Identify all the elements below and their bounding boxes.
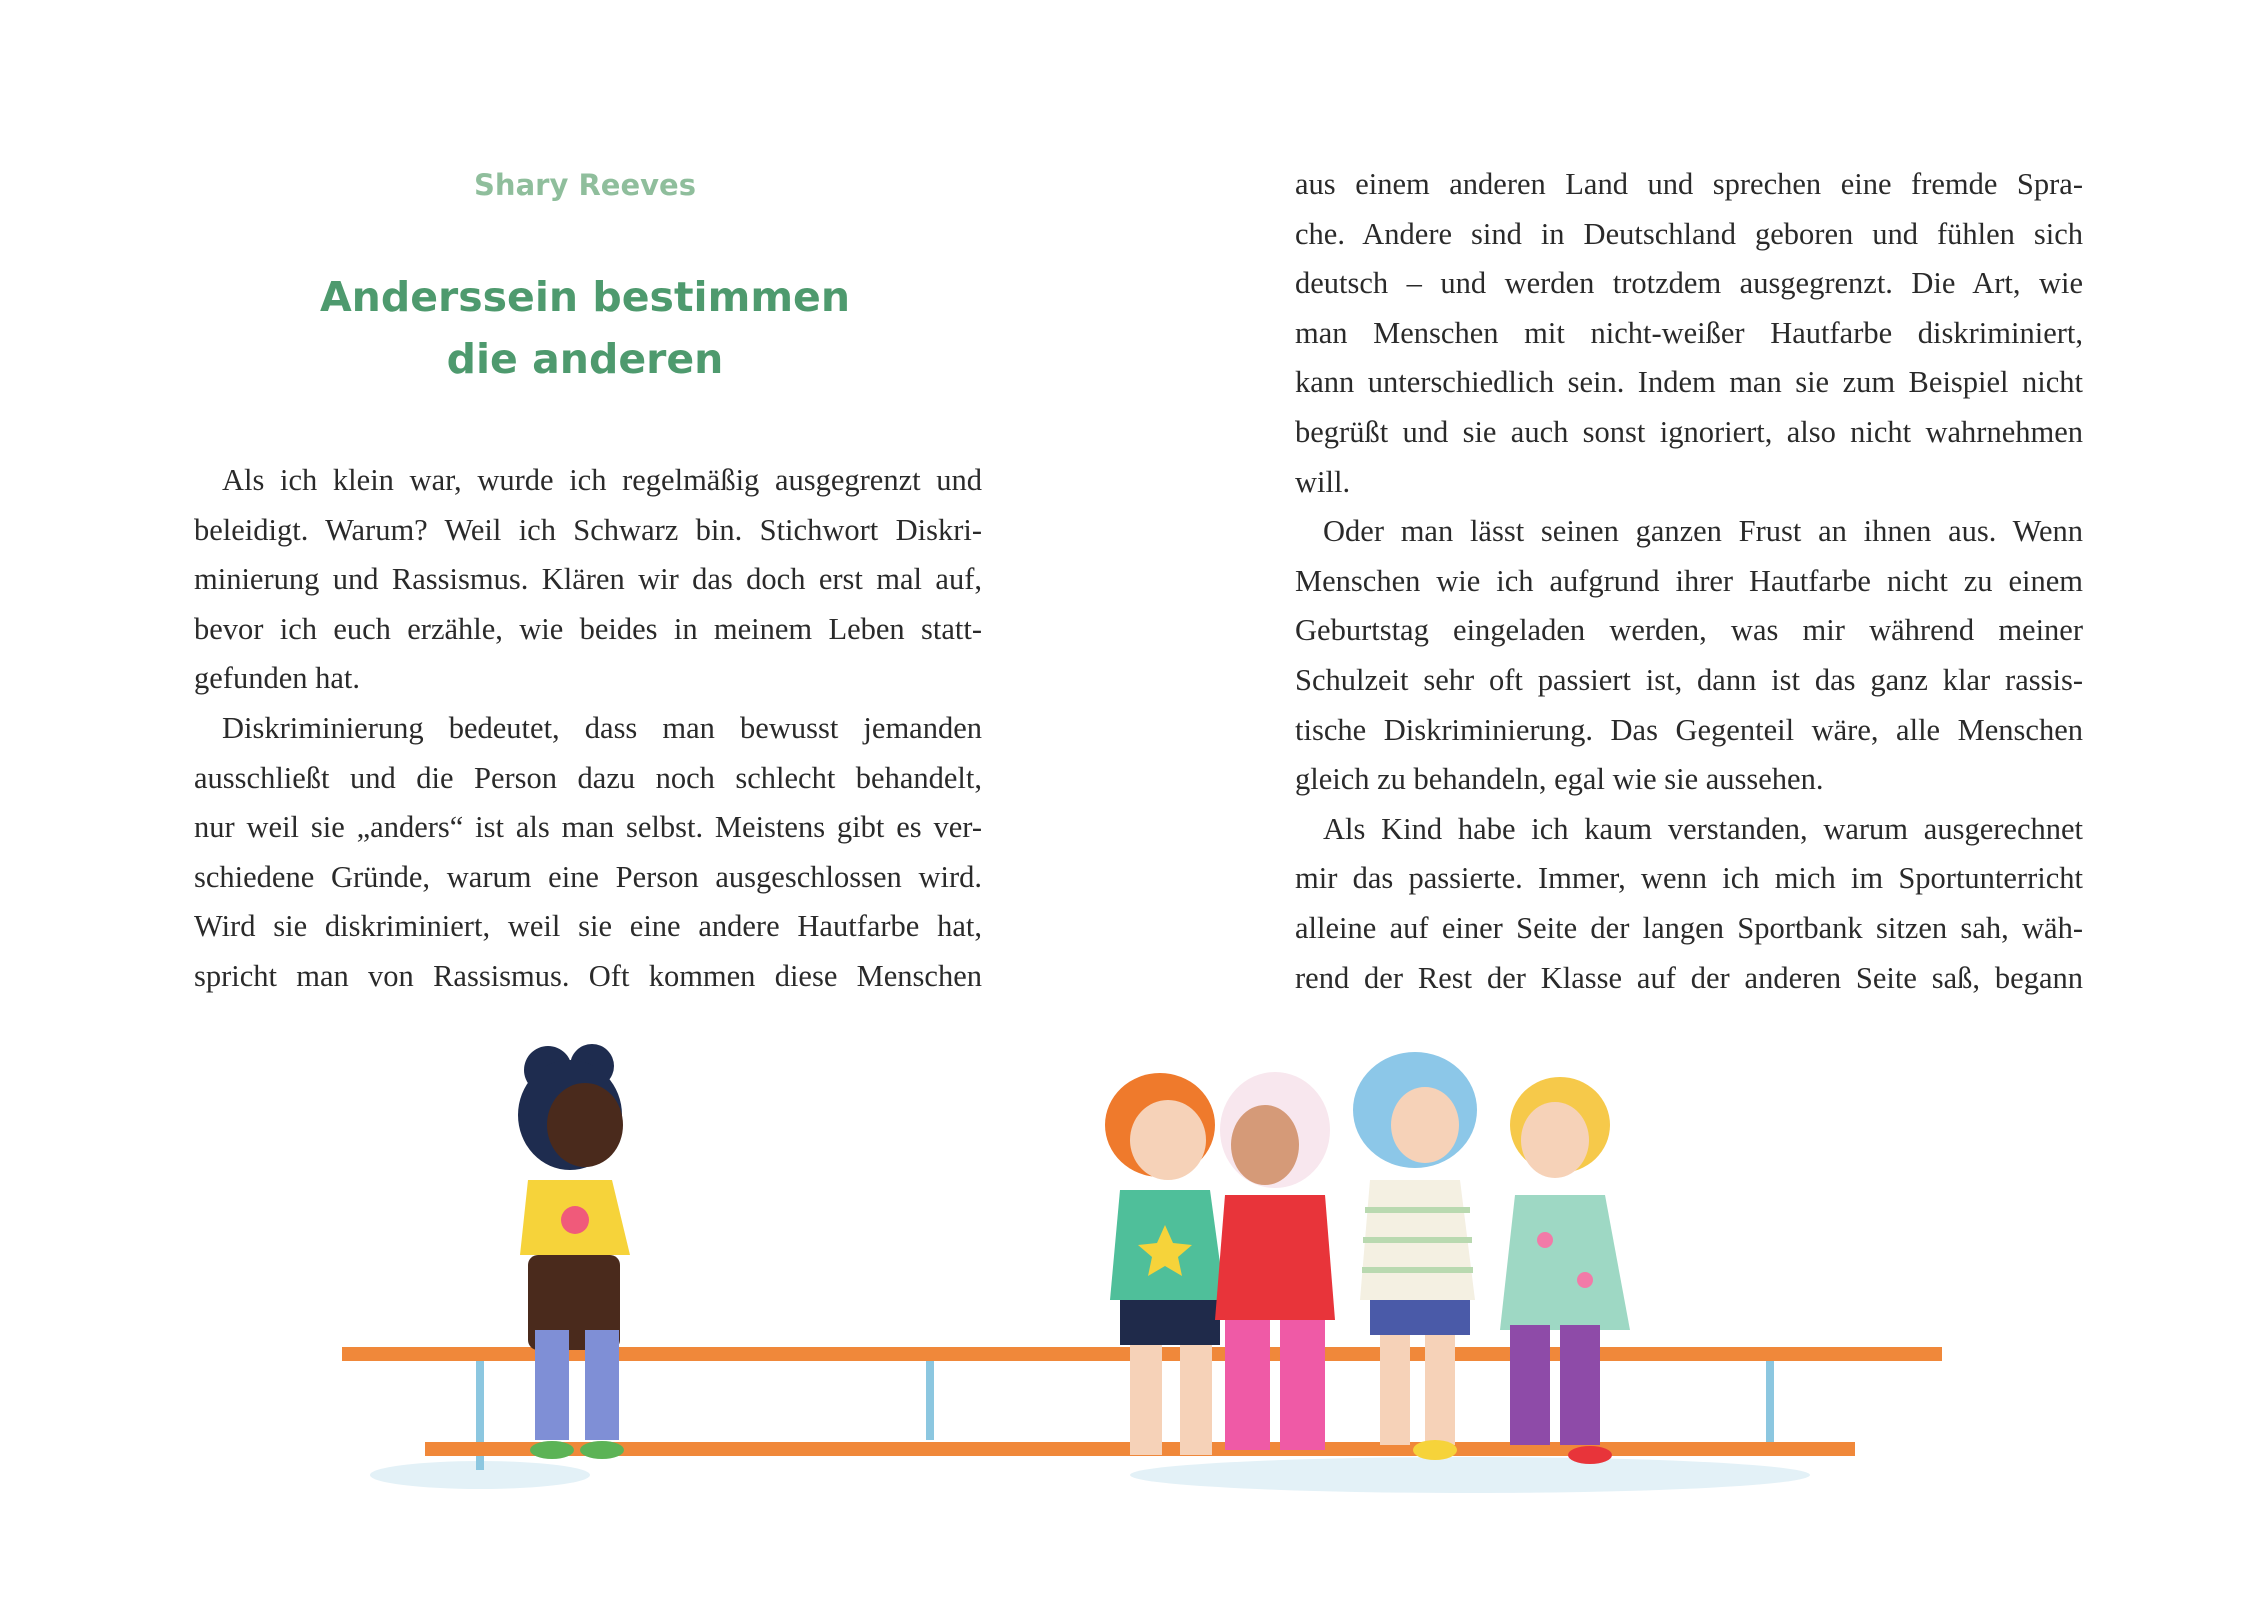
chapter-title-line-1: Anderssein bestimmen bbox=[319, 273, 851, 321]
left-column-line: nur weil sie „anders“ ist als man selbst. Meistens gibt es ver- bbox=[194, 810, 982, 845]
chapter-title bbox=[190, 266, 980, 390]
left-column-line: minierung und Rassismus. Klären wir das doch erst mal auf, bbox=[194, 562, 982, 597]
left-column-line: Als ich klein war, wurde ich regelmäßig ausgegrenzt und bbox=[222, 463, 982, 497]
girl-alone bbox=[518, 1044, 630, 1459]
right-column-line: Als Kind habe ich kaum verstanden, warum ausgerechnet bbox=[1323, 811, 2083, 846]
left-column-line: ausschließt und die Person dazu noch schlecht behandelt, bbox=[194, 760, 982, 795]
right-column-line: deutsch – und werden trotzdem ausgegrenzt. Die Art, wie bbox=[1295, 266, 2083, 301]
right-column-line: tische Diskriminierung. Das Gegenteil wäre, alle Menschen bbox=[1295, 712, 2083, 747]
left-column-line: gefunden hat. bbox=[194, 661, 360, 696]
right-column-line: will. bbox=[1295, 464, 1351, 499]
floor-shadow-right bbox=[1130, 1457, 1810, 1493]
right-column-line: aus einem anderen Land und sprechen eine fremde Spra- bbox=[1295, 167, 2083, 201]
right-column-line: mir das passierte. Immer, wenn ich mich im Sportunterricht bbox=[1295, 861, 2083, 896]
left-column-line: bevor ich euch erzähle, wie beides in meinem Leben statt- bbox=[194, 611, 982, 646]
right-column-line: man Menschen mit nicht-weißer Hautfarbe diskriminiert, bbox=[1295, 315, 2083, 350]
girls-group bbox=[1105, 1052, 1630, 1464]
right-column-line: gleich zu behandeln, egal wie sie aussehen. bbox=[1295, 762, 1824, 797]
illustration-children-on-bench bbox=[330, 1030, 1970, 1510]
left-column-line: spricht man von Rassismus. Oft kommen diese Menschen bbox=[194, 958, 982, 993]
right-column-line: Schulzeit sehr oft passiert ist, dann ist das ganz klar rassis- bbox=[1295, 662, 2083, 697]
right-column-line: che. Andere sind in Deutschland geboren und fühlen sich bbox=[1295, 216, 2083, 251]
left-text-column bbox=[194, 456, 982, 1002]
left-column-line: beleidigt. Warum? Weil ich Schwarz bin. Stichwort Diskri- bbox=[194, 512, 982, 547]
right-column-line: Oder man lässt seinen ganzen Frust an ihnen aus. Wenn bbox=[1323, 514, 2083, 549]
chapter-title-line-2: die anderen bbox=[446, 335, 724, 383]
right-column-line: Geburtstag eingeladen werden, was mir während meiner bbox=[1295, 613, 2083, 648]
left-column-line: schiedene Gründe, warum eine Person ausgeschlossen wird. bbox=[194, 859, 982, 894]
right-column-line: Menschen wie ich aufgrund ihrer Hautfarbe nicht zu einem bbox=[1295, 563, 2083, 598]
right-column-line: kann unterschiedlich sein. Indem man sie zum Beispiel nicht bbox=[1295, 365, 2083, 400]
right-column-line: rend der Rest der Klasse auf der anderen Seite saß, begann bbox=[1295, 960, 2083, 995]
right-column-line: alleine auf einer Seite der langen Sportbank sitzen sah, wäh- bbox=[1295, 910, 2083, 945]
left-column-line: Diskriminierung bedeutet, dass man bewusst jemanden bbox=[222, 710, 982, 745]
right-column-line: begrüßt und sie auch sonst ignoriert, also nicht wahrnehmen bbox=[1295, 414, 2083, 449]
author-name: Shary Reeves bbox=[474, 168, 696, 202]
right-text-column bbox=[1295, 160, 2083, 1003]
left-column-line: Wird sie diskriminiert, weil sie eine andere Hautfarbe hat, bbox=[194, 909, 982, 944]
